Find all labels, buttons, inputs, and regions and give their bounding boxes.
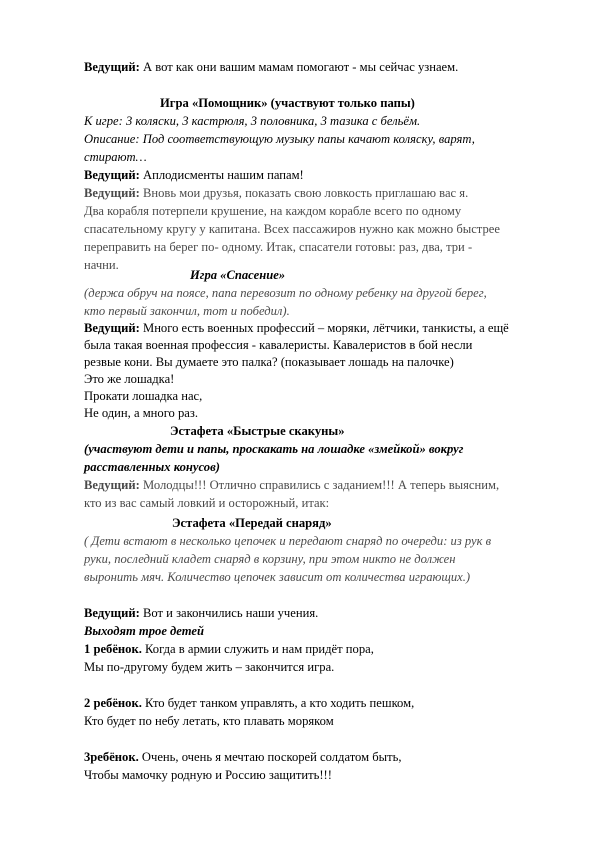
speaker-label: Ведущий: [84, 60, 140, 74]
verse-line: Кто будет по небу летать, кто плавать моряком [84, 714, 334, 728]
speech-text: Много есть военных профессий – моряки, лётчики, танкисты, а ещё [139, 321, 509, 335]
relay-description: (участвуют дети и папы, проскакать на лошадке «змейкой» вокруг [84, 442, 464, 456]
game-description: Описание: Под соответствующую музыку папы качают коляску, варят, [84, 132, 475, 146]
speech-text: Аплодисменты нашим папам! [139, 168, 304, 182]
speaker-label: 1 ребёнок. [84, 642, 142, 656]
host-line [84, 320, 509, 336]
relay-description-cont: расставленных конусов) [84, 460, 220, 474]
child-line [84, 641, 374, 657]
verse-line: Прокати лошадка нас, [84, 389, 203, 403]
paragraph-line: кто из вас самый ловкий и осторожный, итак: [84, 496, 330, 510]
verse-line: Это же лошадка! [84, 372, 175, 386]
speech-text: Кто будет танком управлять, а кто ходить пешком, [141, 696, 415, 710]
paragraph-line: Два корабля потерпели крушение, на каждом корабле всего по одному [84, 204, 462, 218]
game-heading: Игра «Помощник» (участвуют только папы) [160, 96, 415, 110]
paragraph-line: начни. [84, 258, 119, 272]
speaker-label: Ведущий: [84, 478, 140, 492]
speaker-label: Ведущий: [84, 168, 140, 182]
paragraph-line: резвые кони. Вы думаете это палка? (показывает лошадь на палочке) [84, 355, 454, 369]
speaker-label: 2 ребёнок. [84, 696, 142, 710]
speech-text: Когда в армии служить и нам придёт пора, [141, 642, 374, 656]
verse-line: Чтобы мамочку родную и Россию защитить!!! [84, 768, 332, 782]
child-line [84, 695, 414, 711]
host-line [84, 167, 304, 183]
speech-text: А вот как они вашим мамам помогают - мы сейчас узнаем. [139, 60, 459, 74]
paragraph-line: была такая военная профессия - кавалеристы. Кавалеристов в бой несли [84, 338, 473, 352]
game-description-cont: кто первый закончил, тот и победил). [84, 304, 290, 318]
speech-text: Очень, очень я мечтаю поскорей солдатом быть, [138, 750, 402, 764]
speaker-label: Ведущий: [84, 606, 140, 620]
speech-text: Вновь мои друзья, показать свою ловкость приглашаю вас я. [139, 186, 469, 200]
speaker-label: Ведущий: [84, 186, 140, 200]
host-line [84, 477, 499, 493]
host-line [84, 605, 318, 621]
game-props: К игре: 3 коляски, 3 кастрюля, 3 половника, 3 тазика с бельём. [84, 114, 421, 128]
paragraph-line: переправить на берег по- одному. Итак, спасатели готовы: раз, два, три - [84, 240, 473, 254]
relay-description-cont: выронить мяч. Количество цепочек зависит от количества играющих.) [84, 570, 471, 584]
speech-text: Вот и закончились наши учения. [139, 606, 319, 620]
relay-description-cont: руки, последний кладет снаряд в корзину, при этом никто не должен [84, 552, 456, 566]
relay-description: ( Дети встают в несколько цепочек и передают снаряд по очереди: из рук в [84, 534, 492, 548]
stage-direction: Выходят трое детей [84, 624, 204, 638]
game-description-cont: стирают… [84, 150, 147, 164]
speaker-label: Ведущий: [84, 321, 140, 335]
speaker-label: 3ребёнок. [84, 750, 139, 764]
host-line [84, 59, 458, 75]
child-line [84, 749, 402, 765]
game-heading: Игра «Спасение» [190, 268, 286, 282]
verse-line: Не один, а много раз. [84, 406, 199, 420]
paragraph-line: спасательному кругу у капитана. Всех пассажиров нужно как можно быстрее [84, 222, 500, 236]
verse-line: Мы по-другому будем жить – закончится игра. [84, 660, 335, 674]
relay-heading: Эстафета «Быстрые скакуны» [170, 424, 345, 438]
host-line [84, 185, 468, 201]
speech-text: Молодцы!!! Отлично справились с заданием!!! А теперь выясним, [139, 478, 500, 492]
game-description: (держа обруч на поясе, папа перевозит по одному ребенку на другой берег, [84, 286, 487, 300]
relay-heading: Эстафета «Передай снаряд» [172, 516, 332, 530]
